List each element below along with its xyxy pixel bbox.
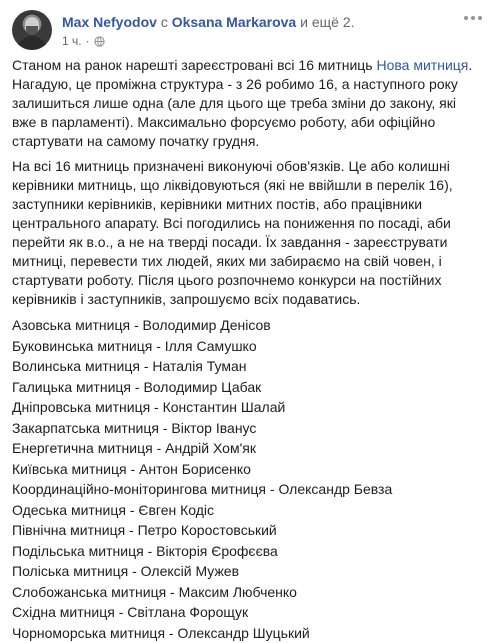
author-avatar[interactable] — [12, 10, 52, 50]
author-line — [62, 13, 355, 31]
list-item: Поліська митниця - Олексій Мужев — [12, 561, 482, 582]
list-item: Подільська митниця - Вікторія Єрофєєва — [12, 541, 482, 562]
list-item: Координаційно-моніторингова митниця - Олександр Бевза — [12, 479, 482, 500]
list-item: Слобожанська митниця - Максим Любченко — [12, 582, 482, 603]
list-item: Волинська митниця - Наталія Туман — [12, 356, 482, 377]
list-item: Закарпатська митниця - Віктор Іванус — [12, 418, 482, 439]
list-item: Азовська митниця - Володимир Денісов — [12, 315, 482, 336]
avatar-beard — [26, 26, 38, 35]
post-header — [12, 10, 483, 54]
tagged-person-link[interactable]: Oksana Markarova — [172, 14, 297, 30]
list-item: Енергетична митниця - Андрій Хом'як — [12, 438, 482, 459]
list-item: Східна митниця - Світлана Форощук — [12, 602, 482, 623]
post-meta — [62, 33, 105, 49]
post-body — [12, 56, 482, 643]
author-name-link[interactable]: Max Nefyodov — [62, 14, 157, 30]
globe-icon[interactable] — [94, 36, 105, 47]
list-item: Чорноморська митниця - Олександр Шуцький — [12, 623, 482, 643]
paragraph-1 — [12, 56, 482, 151]
avatar-shoulders — [17, 36, 47, 50]
list-item: Одеська митниця - Євген Кодіс — [12, 500, 482, 521]
meta-separator: · — [86, 33, 90, 49]
paragraph-2: На всі 16 митниць призначені виконуючі обов'язків. Це або колишні керівники митниць, що ліквідовуються (які не ввійшли в перелік 16), заступники керівників, керівники митних постів, або працівники центрального апарату. Всі погодились на пониження по посаді, аби перейти як в.о., а не на тверді посади. Їх завдання - зареєструвати митниці, перевести тих людей, яких ми забираємо на свій човен, і стартувати роботу. Після цього розпочнемо конкурси на постійних керівників і заступників, запрошуємо всіх подаватись. — [12, 157, 482, 309]
paragraph-1-start: Станом на ранок нарешті зареєстровані всі 16 митниць — [12, 57, 377, 73]
paragraph-1-end: . Нагадую, це проміжна структура - з 26 робимо 16, а наступного року залишиться лише одна (але для цього ще треба зміни до закону, які вже в парламенті). Максимально форсуємо роботу, аби офіційно стартувати на самому початку грудня. — [12, 57, 472, 149]
connector-text: с — [161, 14, 168, 30]
tagged-others-link[interactable]: и ещё 2. — [300, 14, 354, 30]
list-item: Київська митниця - Антон Борисенко — [12, 459, 482, 480]
more-dot — [471, 16, 475, 20]
list-item: Буковинська митниця - Ілля Самушко — [12, 336, 482, 357]
more-dot — [464, 16, 468, 20]
more-options-icon[interactable] — [463, 12, 483, 24]
list-item: Дніпровська митниця - Константин Шалай — [12, 397, 482, 418]
nova-mytnytsia-link[interactable]: Нова митниця — [377, 57, 469, 73]
list-item: Галицька митниця - Володимир Цабак — [12, 377, 482, 398]
customs-list — [12, 315, 482, 643]
post-timestamp[interactable]: 1 ч. — [62, 33, 82, 49]
more-dot — [478, 16, 482, 20]
list-item: Північна митниця - Петро Коростовський — [12, 520, 482, 541]
